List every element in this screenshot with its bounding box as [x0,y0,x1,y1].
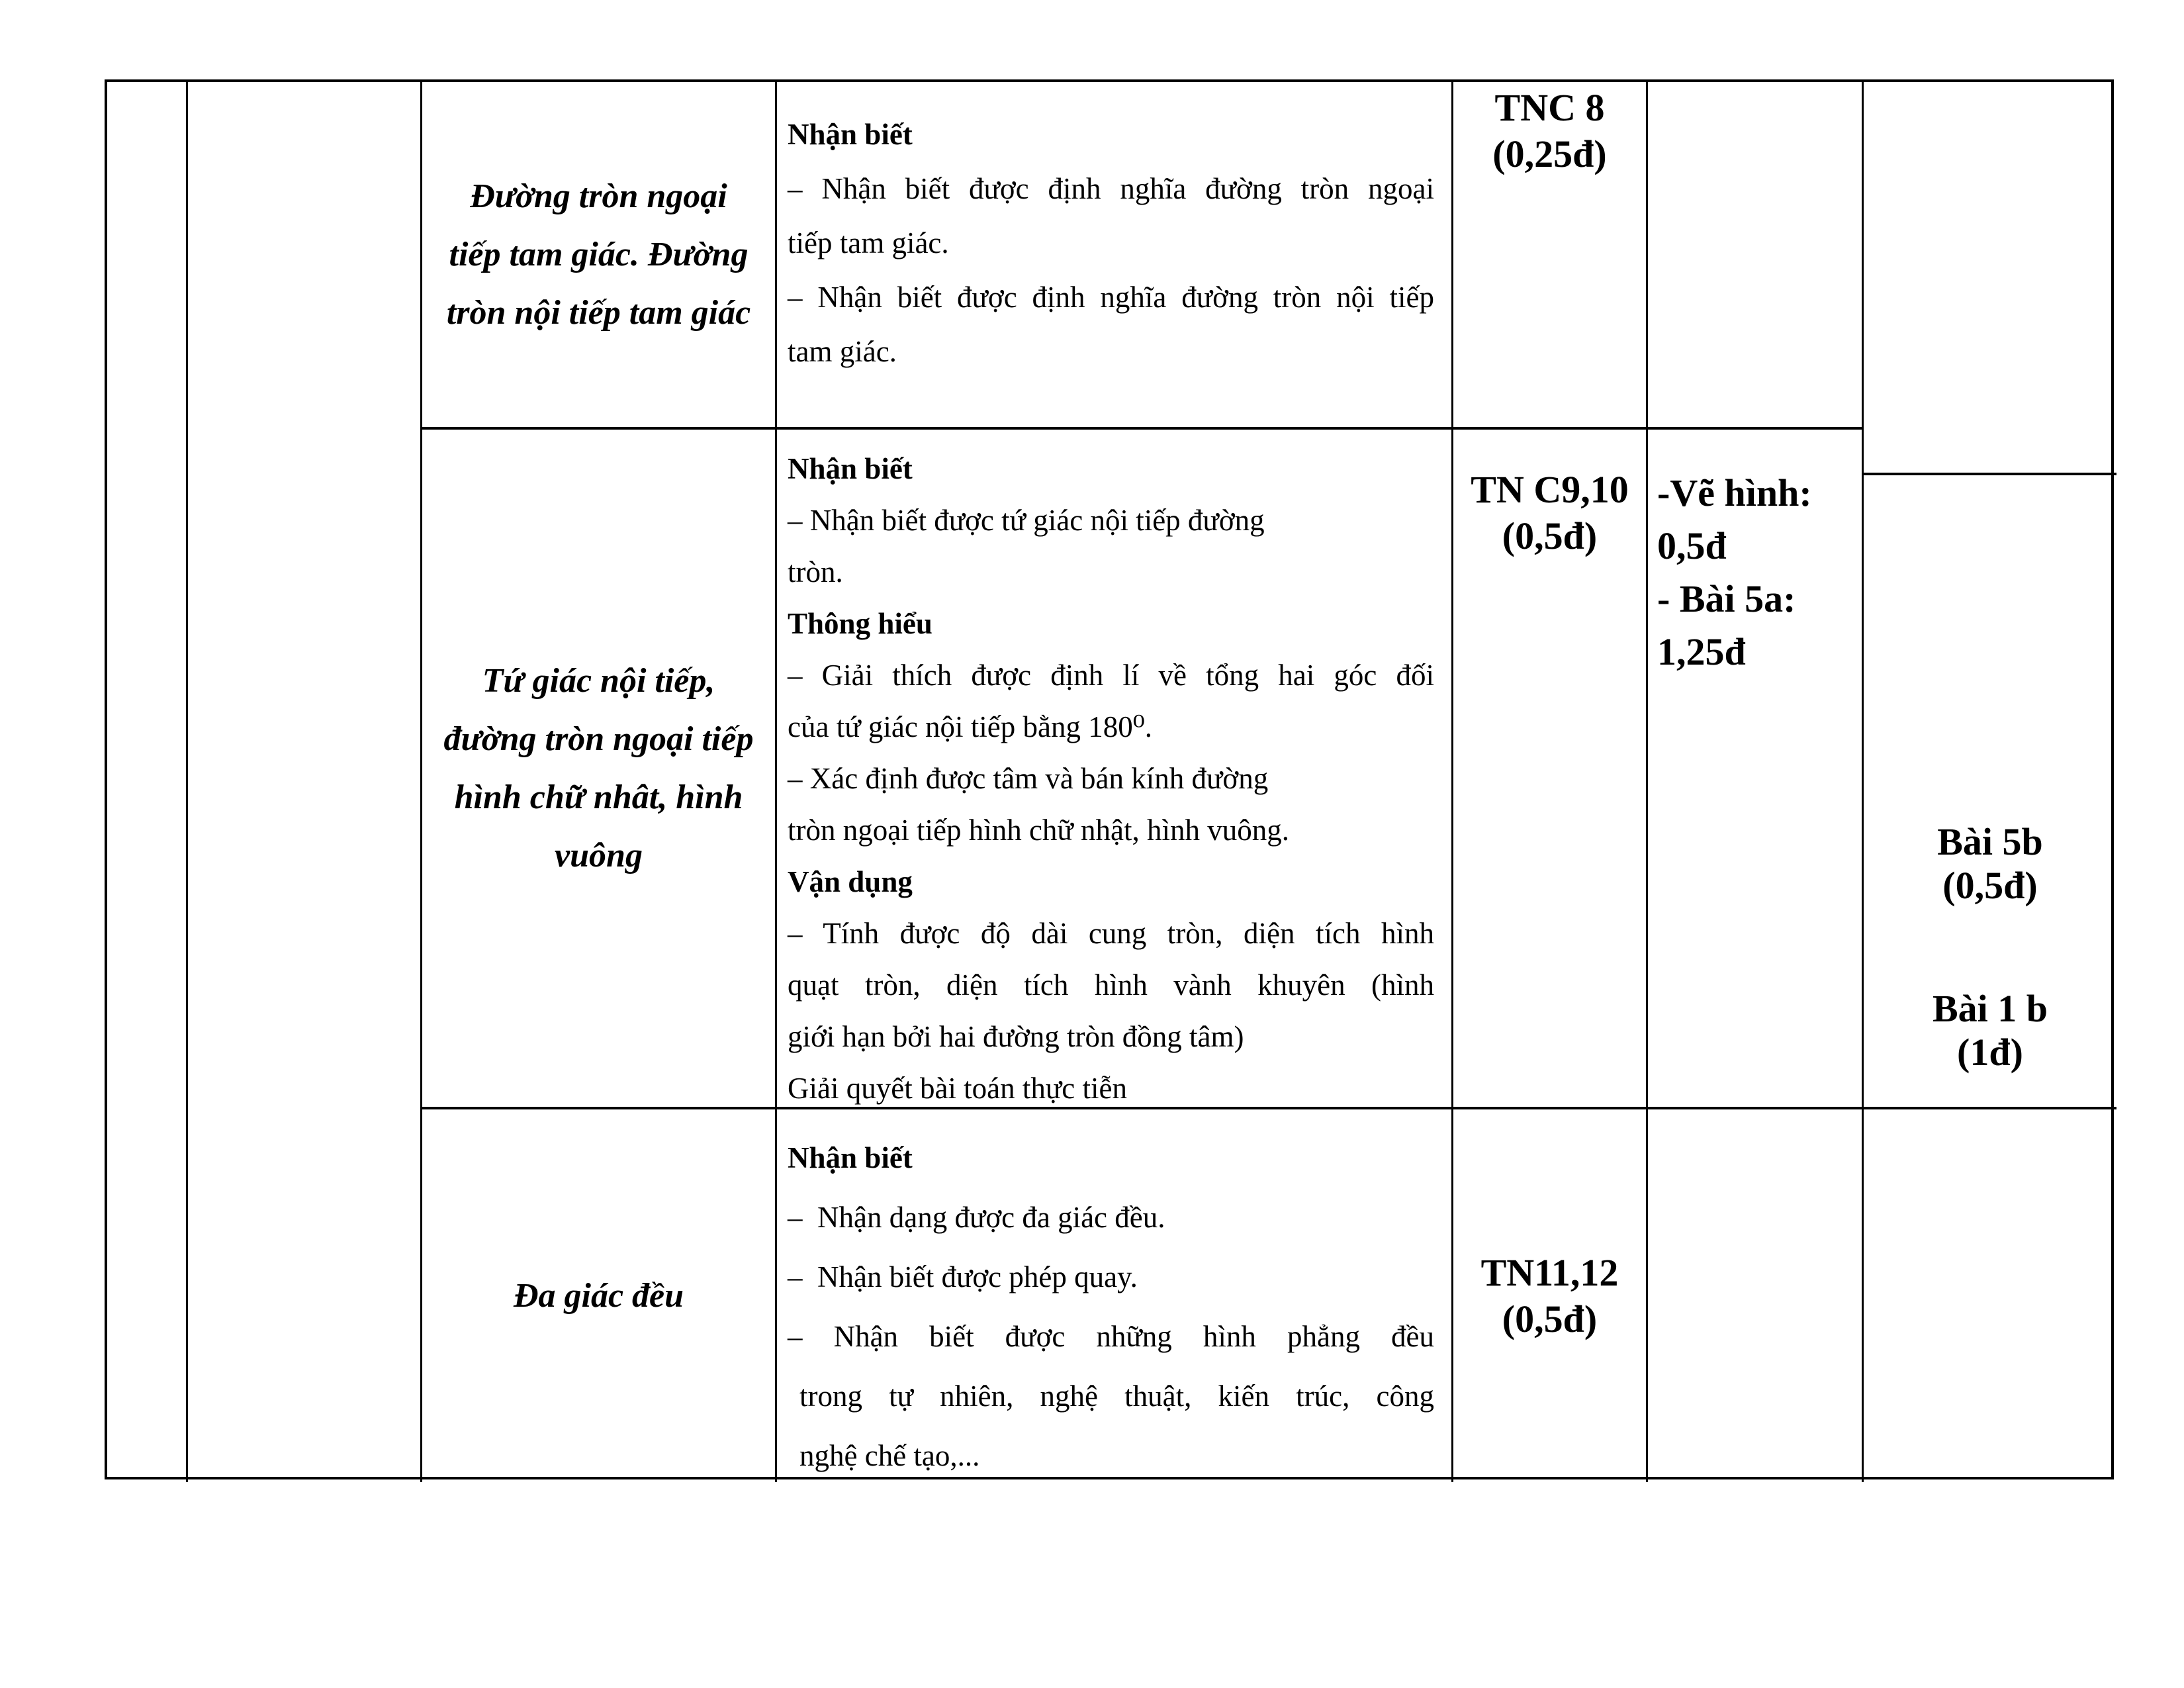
text-line: TN11,12 [1480,1250,1619,1294]
cell-requirements-row3 [777,1109,1453,1482]
cell-tl-points-row2 [1648,430,1864,1109]
text-line: tròn. [788,555,843,588]
text-line: đường tròn ngoại tiếp [443,720,754,758]
text-line: – Nhận biết được tứ giác nội tiếp đường [788,504,1265,537]
cell-tn-questions-row1 [1453,82,1648,430]
cell-empty-left-column-2 [188,82,422,1482]
text-line: – Nhận dạng được đa giác đều. [788,1201,1165,1234]
cell-topic-row1 [422,82,777,430]
text-line: Tứ giác nội tiếp, [482,661,715,700]
text-line: nghệ chế tạo,... [799,1439,980,1472]
cell-tn-questions-row2 [1453,430,1648,1109]
text-line: – Nhận biết được định nghĩa đường tròn ngoại [788,172,1434,205]
text-line: – Nhận biết được những hình phẳng đều [788,1320,1434,1353]
cell-tl-points-row1 [1648,82,1864,430]
text-line: Đa giác đều [513,1276,684,1315]
text-line: vuông [555,836,643,874]
text-line: tròn ngoại tiếp hình chữ nhật, hình vuông. [788,814,1290,847]
text-line: - Bài 5a: [1657,577,1796,620]
text-line: 0,5đ [1657,524,1727,567]
text-line: – Nhận biết được định nghĩa đường tròn nội tiếp [788,281,1434,314]
cell-empty-left-column-1 [107,82,188,1482]
text-line: Nhận biết [788,118,913,151]
cell-tn-questions-row3 [1453,1109,1648,1482]
text-line: 1,25đ [1657,630,1746,673]
cell-requirements-row2 [777,430,1453,1109]
exam-specification-table [105,79,2114,1479]
text-line: – Xác định được tâm và bán kính đường [788,762,1269,795]
text-line: – Tính được độ dài cung tròn, diện tích hình [788,917,1434,950]
text-line: tròn nội tiếp tam giác [446,293,751,332]
text-line: Bài 1 b [1932,987,2048,1030]
text-line: (0,5đ) [1502,514,1598,557]
text-line: – Nhận biết được phép quay. [788,1260,1138,1293]
cell-tl-items-row1 [1864,82,2116,475]
text-line: (1đ) [1957,1031,2023,1074]
cell-requirements-row1 [777,82,1453,430]
text-line: của tứ giác nội tiếp bằng 180⁰. [788,710,1153,743]
cell-tl-items-row3 [1864,1109,2116,1500]
text-line: – Giải thích được định lí về tổng hai góc đối [788,659,1434,692]
text-line: hình chữ nhât, hình [454,778,743,816]
cell-topic-row2 [422,430,777,1109]
text-line: Bài 5b [1937,820,2043,863]
cell-tl-points-row3 [1648,1109,1864,1482]
text-line: Đường tròn ngoại [470,177,727,215]
text-line: Vận dụng [788,865,913,898]
text-line: giới hạn bởi hai đường tròn đồng tâm) [788,1020,1244,1053]
text-line: (0,25đ) [1492,132,1607,175]
text-line: (0,5đ) [1502,1297,1598,1340]
text-line: Thông hiểu [788,607,933,640]
text-line: tiếp tam giác. [788,226,949,259]
cell-tl-items-row2 [1864,430,2116,1109]
text-line: tam giác. [788,335,897,368]
text-line: (0,5đ) [1942,864,2038,907]
text-line: Giải quyết bài toán thực tiễn [788,1072,1127,1105]
text-line: tiếp tam giác. Đường [449,235,749,273]
cell-topic-row3 [422,1109,777,1482]
text-line: Nhận biết [788,452,913,485]
text-line: trong tự nhiên, nghệ thuật, kiến trúc, công [799,1380,1434,1413]
text-line: TN C9,10 [1471,468,1629,511]
text-line: Nhận biết [788,1141,913,1174]
text-line: -Vẽ hình: [1657,471,1812,514]
text-line: TNC 8 [1494,86,1605,129]
text-line: quạt tròn, diện tích hình vành khuyên (hình [788,968,1434,1002]
